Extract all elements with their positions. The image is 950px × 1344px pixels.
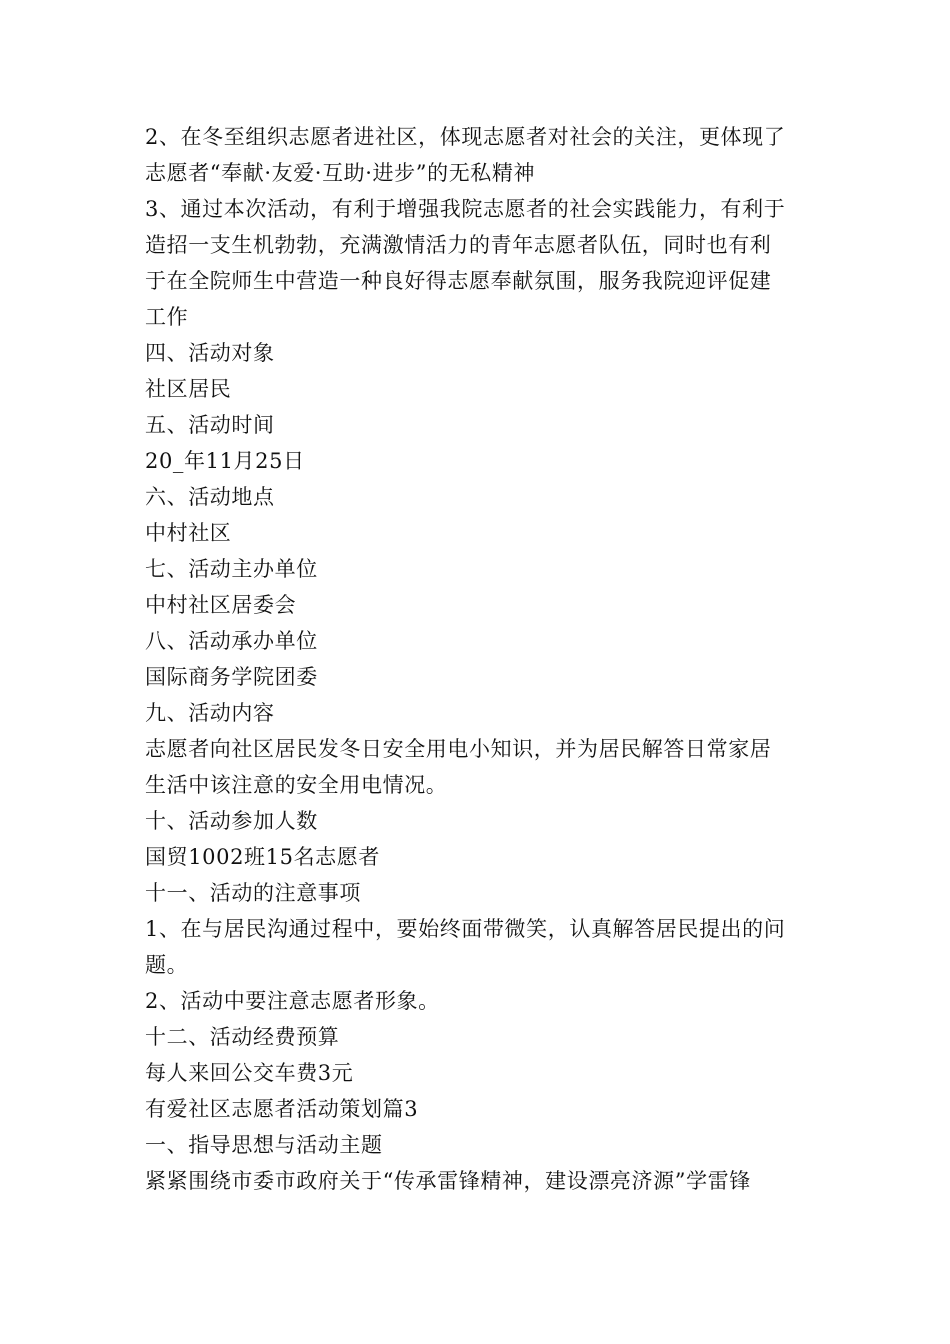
section-heading: 八、活动承办单位 <box>145 629 318 653</box>
text-line: 3、通过本次活动，有利于增强我院志愿者的社会实践能力，有利于 <box>145 197 786 221</box>
text-line: 志愿者“奉献·友爱·互助·进步”的无私精神 <box>145 161 536 185</box>
text-line: 20_年11月25日 <box>145 449 305 473</box>
section-heading: 十二、活动经费预算 <box>145 1025 340 1049</box>
section-heading: 九、活动内容 <box>145 701 275 725</box>
text-line: 紧紧围绕市委市政府关于“传承雷锋精神，建设漂亮济源”学雷锋 <box>145 1169 751 1193</box>
text-line: 题。 <box>145 953 189 977</box>
text-line: 2、在冬至组织志愿者进社区，体现志愿者对社会的关注，更体现了 <box>145 125 786 149</box>
text-line: 中村社区居委会 <box>145 593 297 617</box>
text-line: 国贸1002班15名志愿者 <box>145 845 380 869</box>
article-title: 有爱社区志愿者活动策划篇3 <box>145 1097 419 1121</box>
section-heading: 五、活动时间 <box>145 413 275 437</box>
section-heading: 四、活动对象 <box>145 341 275 365</box>
text-line: 国际商务学院团委 <box>145 665 318 689</box>
section-heading: 十、活动参加人数 <box>145 809 318 833</box>
section-heading: 六、活动地点 <box>145 485 275 509</box>
text-line: 2、活动中要注意志愿者形象。 <box>145 989 440 1013</box>
section-heading: 一、指导思想与活动主题 <box>145 1133 383 1157</box>
text-line: 于在全院师生中营造一种良好得志愿奉献氛围，服务我院迎评促建 <box>145 269 772 293</box>
text-line: 生活中该注意的安全用电情况。 <box>145 773 448 797</box>
text-line: 工作 <box>145 305 189 329</box>
text-line: 志愿者向社区居民发冬日安全用电小知识，并为居民解答日常家居 <box>145 737 772 761</box>
document-body <box>145 119 815 1199</box>
text-line: 每人来回公交车费3元 <box>145 1061 354 1085</box>
text-line: 社区居民 <box>145 377 232 401</box>
text-line: 1、在与居民沟通过程中，要始终面带微笑，认真解答居民提出的问 <box>145 917 786 941</box>
section-heading: 七、活动主办单位 <box>145 557 318 581</box>
section-heading: 十一、活动的注意事项 <box>145 881 361 905</box>
text-line: 造招一支生机勃勃，充满激情活力的青年志愿者队伍，同时也有利 <box>145 233 772 257</box>
text-line: 中村社区 <box>145 521 232 545</box>
